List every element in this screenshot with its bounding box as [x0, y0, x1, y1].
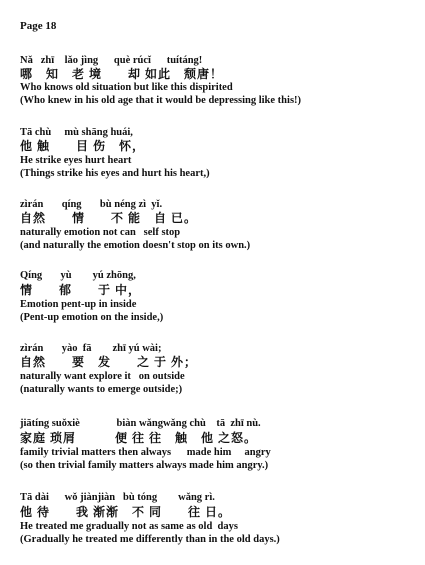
hanzi-line: 家庭 琐屑 便 往 往 触 他 之怒。	[20, 431, 258, 445]
translation-line: (naturally wants to emerge outside;)	[20, 384, 183, 395]
literal-line: naturally emotion not can self stop	[20, 227, 181, 238]
translation-line: (Pent-up emotion on the inside,)	[20, 312, 164, 323]
hanzi-line: 自然 情 不 能 自 已。	[20, 211, 198, 225]
translation-line: (Gradually he treated me differently than in the old days.)	[20, 534, 280, 545]
literal-line: naturally want explore it on outside	[20, 371, 185, 382]
hanzi-line: 他 待 我 渐渐 不 同 往 日。	[20, 505, 232, 519]
hanzi-line: 他 触 目 伤 怀，	[20, 139, 146, 153]
translation-line: (and naturally the emotion doesn't stop on its own.)	[20, 240, 251, 251]
hanzi-line: 自然 要 发 之 于 外；	[20, 355, 198, 369]
pinyin-line: Nǎ zhī lǎo jìng què rúcǐ tuítáng!	[20, 55, 203, 66]
pinyin-line: Tā chù mù shāng huái,	[20, 127, 133, 138]
hanzi-line: 哪 知 老 境 却 如此 颓唐！	[20, 67, 224, 81]
translation-line: (so then trivial family matters always made him angry.)	[20, 460, 269, 471]
hanzi-line: 情 郁 于 中，	[20, 283, 142, 297]
literal-line: family trivial matters then always made him angry	[20, 447, 271, 458]
pinyin-line: zìrán qíng bù néng zì yǐ.	[20, 199, 163, 210]
translation-line: (Things strike his eyes and hurt his heart,)	[20, 168, 210, 179]
literal-line: He treated me gradually not as same as old days	[20, 521, 238, 532]
pinyin-line: Qíng yù yú zhōng,	[20, 270, 136, 281]
page-number: Page 18	[20, 20, 57, 32]
pinyin-line: zìrán yào fā zhī yú wài;	[20, 343, 162, 354]
literal-line: He strike eyes hurt heart	[20, 155, 132, 166]
literal-line: Emotion pent-up in inside	[20, 299, 137, 310]
translation-line: (Who knew in his old age that it would be depressing like this!)	[20, 95, 302, 106]
pinyin-line: jiātíng suǒxiè biàn wǎngwǎng chù tā zhī nù.	[20, 418, 261, 429]
pinyin-line: Tā dài wǒ jiànjiàn bù tóng wǎng rì.	[20, 492, 215, 503]
literal-line: Who knows old situation but like this dispirited	[20, 82, 233, 93]
